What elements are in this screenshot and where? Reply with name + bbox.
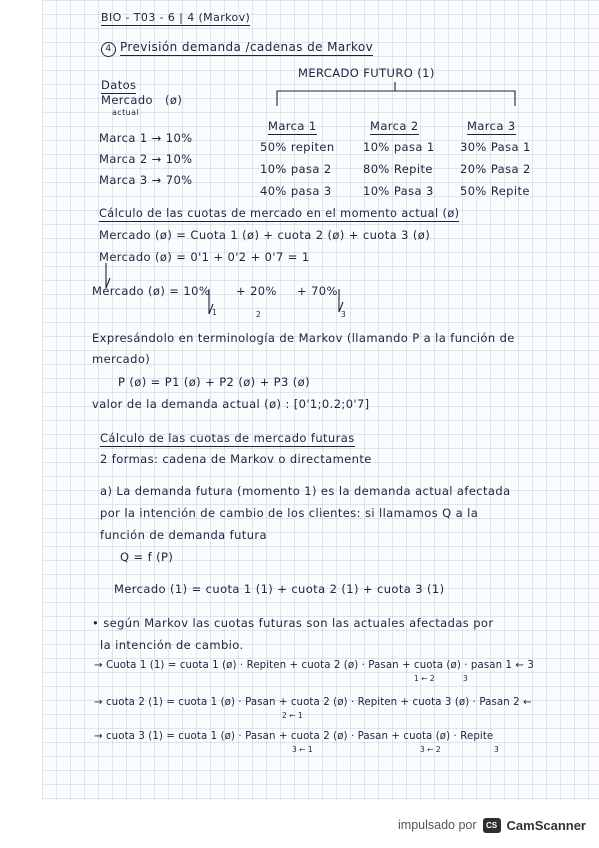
- cuota1-sub-a: 1 ← 2: [414, 674, 435, 683]
- marca3-actual: Marca 3 → 70%: [99, 173, 193, 187]
- cuota3-sub-a: 3 ← 1: [292, 745, 313, 754]
- camscanner-footer: [398, 815, 586, 835]
- marca1-actual: Marca 1 → 10%: [99, 131, 193, 145]
- markov-text-line1: Expresándolo en terminología de Markov (llamando P a la función de: [92, 331, 515, 345]
- a-text-line1: a) La demanda futura (momento 1) es la demanda actual afectada: [100, 484, 511, 498]
- marca3-row1: 30% Pasa 1: [460, 140, 531, 154]
- mercado-actual-symbol: (ø): [165, 93, 183, 107]
- cuota3-sub-b: 3 ← 2: [420, 745, 441, 754]
- cuota3-sub-c: 3: [494, 745, 499, 754]
- marca2-header: Marca 2: [370, 119, 419, 133]
- exercise-number: 4: [101, 42, 116, 57]
- marca1-row3: 40% pasa 3: [260, 184, 332, 198]
- cuota1-sub-b: 3: [463, 674, 468, 683]
- datos-label: Datos: [101, 78, 137, 92]
- cuota2-sub-a: 2 ← 1: [282, 711, 303, 720]
- marca2-row2: 80% Repite: [363, 162, 433, 176]
- segun-markov-line1: • según Markov las cuotas futuras son las actuales afectadas por: [92, 616, 494, 630]
- cuota3-equation: → cuota 3 (1) = cuota 1 (ø) · Pasan + cuota 2 (ø) · Pasan + cuota (ø) · Repite: [94, 731, 494, 742]
- eq-q: Q = f (P): [120, 550, 174, 564]
- mercado-actual-sublabel: actual: [112, 108, 140, 117]
- marca1-row2: 10% pasa 2: [260, 162, 332, 176]
- eq-mercado-2: Mercado (ø) = 0'1 + 0'2 + 0'7 = 1: [99, 250, 310, 264]
- eq-mercado-3-part1: Mercado (ø) = 10%: [92, 284, 211, 298]
- markov-text-line2: mercado): [92, 352, 151, 366]
- valor-demanda: valor de la demanda actual (ø) : [0'1;0.2;0'7]: [92, 397, 370, 411]
- cuota2-equation: → cuota 2 (1) = cuota 1 (ø) · Pasan + cuota 2 (ø) · Repiten + cuota 3 (ø) · Pasan 2 ←: [94, 697, 532, 708]
- dos-formas: 2 formas: cadena de Markov o directamente: [100, 452, 372, 466]
- mercado-actual-label: Mercado: [101, 93, 153, 107]
- marca3-row3: 50% Repite: [460, 184, 530, 198]
- eq-mercado-3-part2: + 20%: [236, 284, 277, 298]
- marca3-row2: 20% Pasa 2: [460, 162, 531, 176]
- calc-actual-title: Cálculo de las cuotas de mercado en el momento actual (ø): [99, 207, 460, 220]
- eq-mercado-1: Mercado (ø) = Cuota 1 (ø) + cuota 2 (ø) + cuota 3 (ø): [99, 228, 431, 242]
- marca2-actual: Marca 2 → 10%: [99, 152, 193, 166]
- calc-futuras-title: Cálculo de las cuotas de mercado futuras: [100, 431, 355, 445]
- eq-p: P (ø) = P1 (ø) + P2 (ø) + P3 (ø): [118, 375, 310, 389]
- mercado-futuro-label: MERCADO FUTURO (1): [298, 66, 435, 80]
- exercise-title-text: Previsión demanda /cadenas de Markov: [120, 40, 374, 54]
- page-header: BIO - T03 - 6 | 4 (Markov): [101, 11, 251, 24]
- camscanner-brand: CamScanner: [506, 817, 586, 833]
- eq-mercado-3-sub3: 3: [341, 310, 346, 319]
- eq-mercado-3-part3: + 70%: [297, 284, 338, 298]
- eq-mercado-futuro: Mercado (1) = cuota 1 (1) + cuota 2 (1) + cuota 3 (1): [114, 582, 445, 596]
- marca3-header: Marca 3: [467, 119, 516, 133]
- marca2-row3: 10% Pasa 3: [363, 184, 434, 198]
- segun-markov-line2: la intención de cambio.: [100, 638, 244, 652]
- footer-text: impulsado por: [398, 818, 477, 832]
- marca1-header: Marca 1: [268, 119, 317, 133]
- a-text-line3: función de demanda futura: [100, 528, 267, 542]
- marca1-row1: 50% repiten: [260, 140, 335, 154]
- a-text-line2: por la intención de cambio de los clientes: si llamamos Q a la: [100, 506, 479, 520]
- cuota1-equation: → Cuota 1 (1) = cuota 1 (ø) · Repiten + cuota 2 (ø) · Pasan + cuota (ø) · pasan 1 ← 3: [94, 660, 534, 671]
- camscanner-logo-icon: CS: [483, 818, 501, 833]
- eq-mercado-3-sub2: 2: [256, 310, 261, 319]
- marca2-row1: 10% pasa 1: [363, 140, 435, 154]
- eq-mercado-3-sub1: 1: [212, 308, 217, 317]
